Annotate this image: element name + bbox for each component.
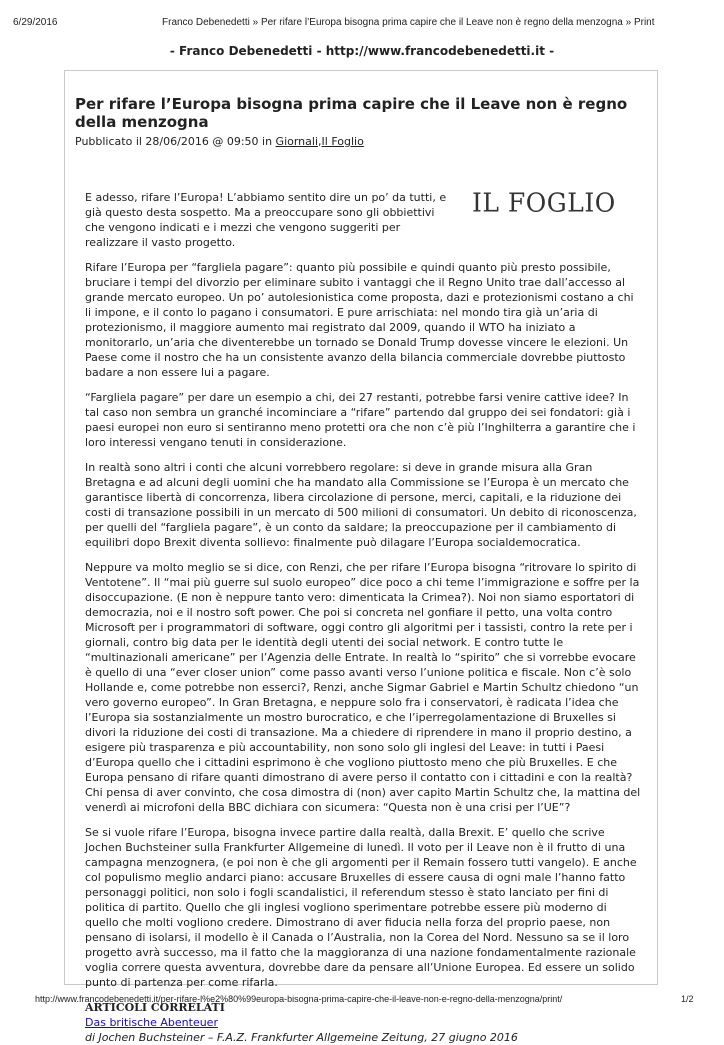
article-meta xyxy=(75,135,364,148)
print-page-title: Franco Debenedetti » Per rifare l’Europa bisogna prima capire che il Leave non è regno della menzogna » Print xyxy=(162,17,655,28)
category-separator: , xyxy=(318,135,322,148)
paragraph: Rifare l’Europa per “fargliela pagare”: quanto più possibile e quindi quanto più presto possibile, bruciare i tempi del divorzio per eliminare subito i vantaggi che il Regno Unito trae dall’accesso al grande mercato europeo. Un po’ autolesionistica come proposta, dazi e protezionismi costano a chi li impone, e il conto lo pagano i consumatori. E pure arrischiata: nel mondo tira già un’aria di protezionismo, il maggiore aumento mai registrato dal 2009, quando il WTO ha iniziato a monitorarlo, un’aria che diventerebbe un tornado se Donald Trump dovesse vincere le elezioni. Un Paese come il nostro che ha un consistente avanzo della bilancia commerciale dovrebbe piuttosto badare a non essere lui a pagare. xyxy=(85,261,634,379)
site-name-line: - Franco Debenedetti - http://www.francodebenedetti.it - xyxy=(169,44,555,58)
page-number: 1/2 xyxy=(681,994,694,1004)
print-date: 6/29/2016 xyxy=(13,17,58,28)
category-link-giornali[interactable]: Giornali xyxy=(275,135,319,148)
related-heading: ARTICOLI CORRELATI xyxy=(85,1001,225,1014)
publish-info: Pubblicato il 28/06/2016 @ 09:50 in xyxy=(75,135,276,148)
related-article-author: di Jochen Buchsteiner – F.A.Z. Frankfurter Allgemeine Zeitung, 27 giugno 2016 xyxy=(85,1031,518,1044)
article-body xyxy=(85,190,643,1045)
paragraph: Neppure va molto meglio se si dice, con Renzi, che per rifare l’Europa bisogna “ritrovare lo spirito di Ventotene”. Il “mai più guerre sul suolo europeo” dice poco a chi teme l’immigrazione e soffre per la disoccupazione. (E non è neppure tanto vero: dimenticata la Crimea?). Noi non siamo esportatori di democrazia, noi e il nostro soft power. Che poi si concreta nel gonfiare il petto, una volta contro Microsoft per i programmatori di software, oggi contro gli algoritmi per i tassisti, contro la rete per i giornali, contro big data per le identità degli utenti dei social network. E contro tutte le “multinazionali americane” per l’Agenzia delle Entrate. In realtà lo “spirito” che si vorrebbe evocare è quello di una “ever closer union” come passo avanti verso l’unione politica e fiscale. Non c’è solo Hollande e, come potrebbe non esserci?, Renzi, anche Sigmar Gabriel e Martin Schultz chiedono “un vero governo europeo”. In Gran Bretagna, e neppure solo fra i conservatori, è radicata l’idea che l’Europa sia sostanzialmente un mostro burocratico, e che l’iperregolamentazione di Bruxelles si divori la riduzione dei costi di transazione. Ma a chiedere di riprendere in mano il proprio destino, a esigere più trasparenza e più accountability, non sono solo gli inglesi del Leave: in tutti i Paesi d’Europa quello che i cittadini esprimono è che vogliono piuttosto meno che più Bruxelles. E che Europa pensano di rifare quanti dimostrano di avere perso il contatto con i cittadini e con la realtà? Chi pensa di aver convinto, che cosa dimostra di (non) aver capito Martin Schultz che, la mattina del venerdì ai microfoni della BBC dichiara con sicumera: “Questa non è una crisi per l’UE”? xyxy=(85,561,641,814)
print-url: http://www.francodebenedetti.it/per-rifare-l%e2%80%99europa-bisogna-prima-capire-che-il-leave-non-e-regno-della-menzogna/print/ xyxy=(35,994,563,1004)
paragraph: In realtà sono altri i conti che alcuni vorrebbero regolare: si deve in grande misura alla Gran Bretagna e ad alcuni degli uomini che ha mandato alla Commissione se l’Europa è un mercato che garantisce libertà di concorrenza, libera circolazione di persone, merci, capitali, e la riduzione dei costi di transazione possibili in un mercato di 500 milioni di consumatori. Un debito di riconoscenza, per quelli del “fargliela pagare”, è un conto da saldare; la preoccupazione per il cambiamento di equilibri dopo Brexit diventa sollievo: finalmente può dilagare l’Europa socialdemocratica. xyxy=(85,461,637,549)
article-title: Per rifare l’Europa bisogna prima capire che il Leave non è regno della menzogna xyxy=(75,95,628,131)
category-link-il-foglio[interactable]: Il Foglio xyxy=(321,135,364,148)
paragraph: Se si vuole rifare l’Europa, bisogna invece partire dalla realtà, dalla Brexit. E’ quello che scrive Jochen Buchsteiner sulla Frankfurter Allgemeine di lunedì. Il voto per il Leave non è il frutto di una campagna menzognera, (e poi non è che gli argomenti per il Remain fossero tutti vangelo). E anche col populismo meglio andarci piano: accusare Bruxelles di essere causa di ogni male l’hanno fatto personaggi politici, non solo i fogli scandalistici, il referendum stesso è stato lanciato per fini di politica di partito. Quello che gli inglesi vogliono sperimentare potrebbe essere più moderno di quello che molti vogliono credere. Dimostrano di aver fiducia nella forza del proprio paese, non pensano di isolarsi, il modello è il Canada o l’Australia, non la Corea del Nord. Nessuno sa se il loro progetto avrà successo, ma il fatto che la maggioranza di una nazione fondamentalmente razionale voglia correre questa avventura, dovrebbe dare da pensare all’Unione Europea. Ed essere un solido punto di partenza per come rifarla. xyxy=(85,826,637,989)
print-header xyxy=(0,0,724,28)
related-article-link[interactable]: Das britische Abenteuer xyxy=(85,1016,218,1029)
il-foglio-logo: IL FOGLIO xyxy=(472,187,616,218)
related-articles xyxy=(85,1000,643,1045)
paragraph: E adesso, rifare l’Europa! L’abbiamo sentito dire un po’ da tutti, e già questo desta sospetto. Ma a preoccupare sono gli obbiettivi che vengono indicati e i mezzi che vengono suggeriti per realizzare il vasto progetto. xyxy=(85,191,447,249)
paragraph: “Fargliela pagare” per dare un esempio a chi, dei 27 restanti, potrebbe farsi venire cattive idee? In tal caso non sembra un granché incominciare a “rifare” partendo dal gruppo dei sei fondatori: già i paesi europei non euro si sentiranno meno protetti ora che non c’è più l’Inghilterra a garantire che i loro interessi vengano tenuti in considerazione. xyxy=(85,391,636,449)
